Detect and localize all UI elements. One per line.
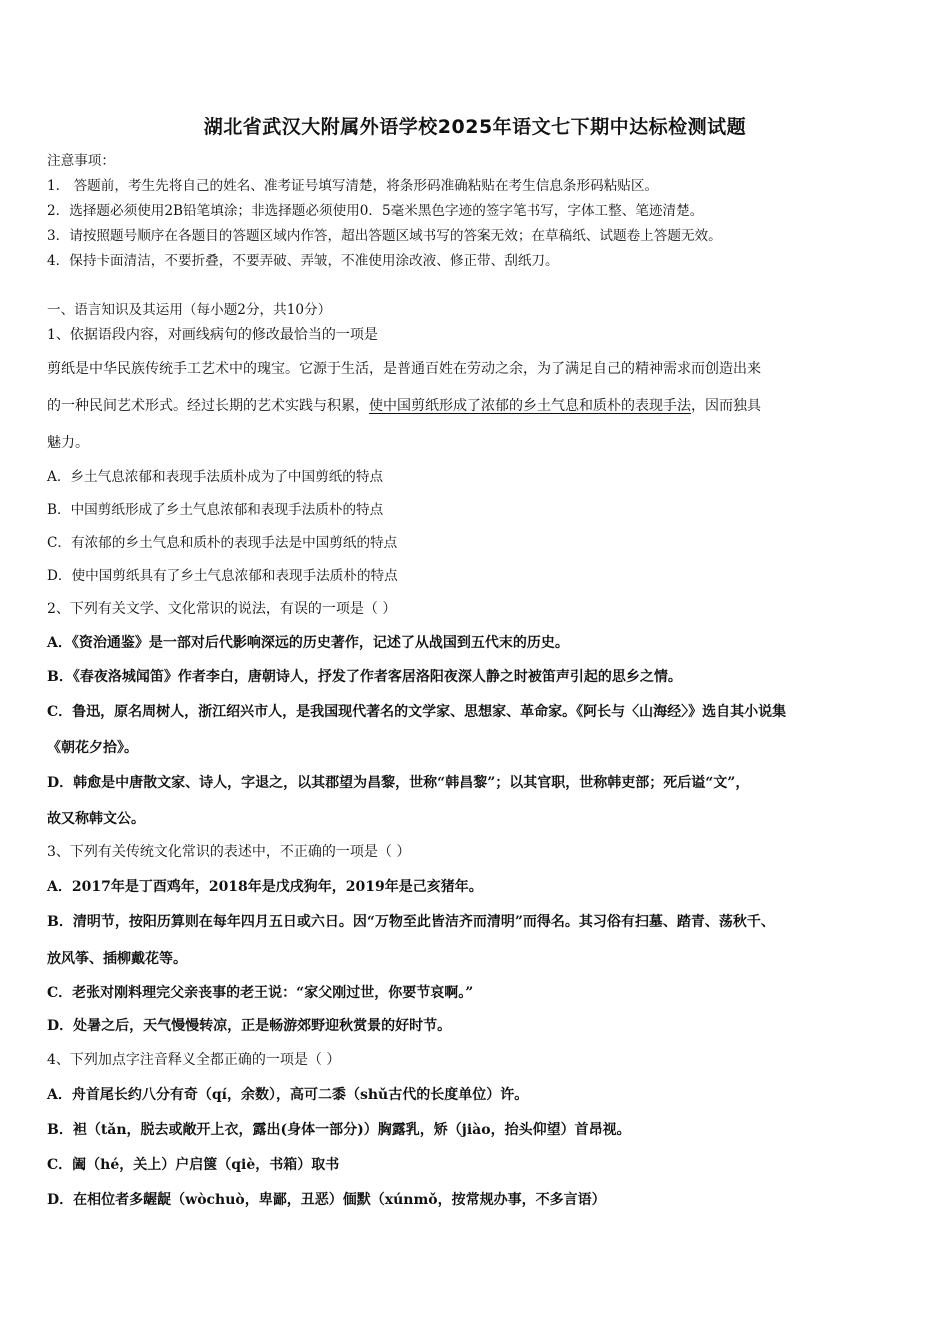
- q2-stem: 2、下列有关文学、文化常识的说法，有误的一项是（ ）: [47, 601, 397, 617]
- q4-option-b: B．袒（tǎn，脱去或敞开上衣，露出(身体一部分)）胸露乳，矫（jiào，抬头仰望）首昂视。: [47, 1122, 631, 1138]
- q1-option-a: A．乡土气息浓郁和表现手法质朴成为了中国剪纸的特点: [47, 469, 384, 485]
- q2-option-c-line-2: 《朝花夕拾》。: [47, 740, 138, 756]
- q1-option-d: D．使中国剪纸具有了乡土气息浓郁和表现手法质朴的特点: [47, 568, 398, 584]
- q2-option-c-line-1: C．鲁迅，原名周树人，浙江绍兴市人，是我国现代著名的文学家、思想家、革命家。《阿长与〈山海经〉》选自其小说集: [47, 704, 787, 720]
- q1-underlined-sentence: 使中国剪纸形成了浓郁的乡土气息和质朴的表现手法: [369, 398, 691, 414]
- q2-option-b: B．《春夜洛城闻笛》作者李白，唐朝诗人，抒发了作者客居洛阳夜深人静之时被笛声引起的思乡之情。: [47, 669, 682, 685]
- notice-item-4: 4．保持卡面清洁，不要折叠，不要弄破、弄皱，不准使用涂改液、修正带、刮纸刀。: [47, 253, 559, 269]
- q1-passage-line-1: 剪纸是中华民族传统手工艺术中的瑰宝。它源于生活，是普通百姓在劳动之余，为了满足自己的精神需求而创造出来: [47, 361, 761, 377]
- q3-stem: 3、下列有关传统文化常识的表述中，不正确的一项是（ ）: [47, 844, 411, 860]
- q3-option-d: D．处暑之后，天气慢慢转凉，正是畅游郊野迎秋赏景的好时节。: [47, 1018, 452, 1034]
- q4-option-d: D．在相位者多龌龊（wòchuò，卑鄙，丑恶）偭默（xúnmǒ，按常规办事，不多言语）: [47, 1192, 606, 1208]
- q3-option-b-line-2: 放风筝、插柳戴花等。: [47, 951, 187, 967]
- q3-option-c: C．老张对刚料理完父亲丧事的老王说：“家父刚过世，你要节哀啊。”: [47, 985, 474, 1001]
- q4-option-c: C．阖（hé，关上）户启箧（qiè，书箱）取书: [47, 1157, 340, 1173]
- q1-option-c: C．有浓郁的乡土气息和质朴的表现手法是中国剪纸的特点: [47, 535, 398, 551]
- q1-passage-line-3: 魅力。: [47, 435, 89, 451]
- q4-option-a: A．舟首尾长约八分有奇（qí，余数），高可二黍（shǔ古代的长度单位）许。: [47, 1087, 529, 1103]
- q2-option-d-line-1: D．韩愈是中唐散文家、诗人，字退之，以其郡望为昌黎，世称“韩昌黎”；以其官职，世称韩吏部；死后谥“文”，: [47, 775, 750, 791]
- page-title: 湖北省武汉大附属外语学校2025年语文七下期中达标检测试题: [203, 116, 747, 138]
- q2-option-d-line-2: 故又称韩文公。: [47, 811, 145, 827]
- notice-item-1: 1． 答题前，考生先将自己的姓名、准考证号填写清楚，将条形码准确粘贴在考生信息条形码粘贴区。: [47, 178, 659, 194]
- notice-item-3: 3．请按照题号顺序在各题目的答题区域内作答，超出答题区域书写的答案无效；在草稿纸、试题卷上答题无效。: [47, 228, 722, 244]
- section-heading: 一、语言知识及其运用（每小题2分，共10分）: [47, 302, 332, 318]
- q1-passage-line-2: [47, 396, 761, 416]
- q3-option-a: A．2017年是丁酉鸡年，2018年是戊戌狗年，2019年是己亥猪年。: [47, 879, 483, 895]
- q2-option-a: A．《资治通鉴》是一部对后代影响深远的历史著作，记述了从战国到五代末的历史。: [47, 635, 569, 651]
- q1-stem: 1、依据语段内容，对画线病句的修改最恰当的一项是: [47, 327, 378, 343]
- q3-option-b-line-1: B．清明节，按阳历算则在每年四月五日或六日。因“万物至此皆洁齐而清明”而得名。其习俗有扫墓、踏青、荡秋千、: [47, 914, 775, 930]
- q1-option-b: B．中国剪纸形成了乡土气息浓郁和表现手法质朴的特点: [47, 502, 384, 518]
- notice-item-2: 2．选择题必须使用2B铅笔填涂；非选择题必须使用0．5毫米黑色字迹的签字笔书写，字体工整、笔迹清楚。: [47, 203, 704, 219]
- q1-passage-post: ，因而独具: [691, 398, 761, 414]
- q1-passage-pre: 的一种民间艺术形式。经过长期的艺术实践与积累，: [47, 398, 369, 414]
- notice-heading: 注意事项：: [47, 153, 115, 169]
- q4-stem: 4、下列加点字注音释义全都正确的一项是（ ）: [47, 1052, 341, 1068]
